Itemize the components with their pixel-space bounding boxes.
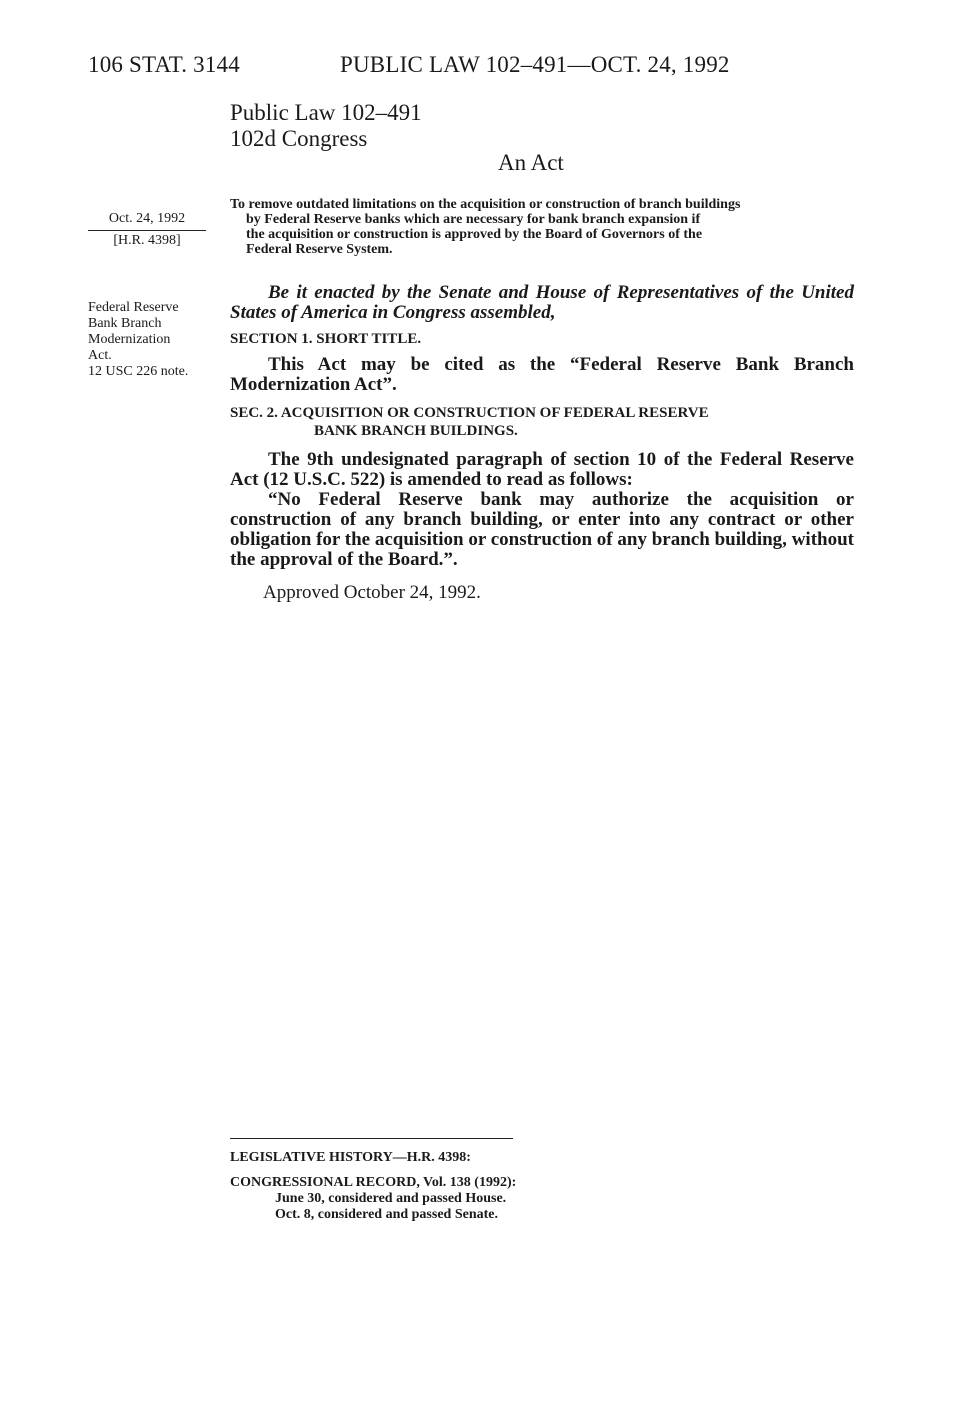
margin-bill-number: [H.R. 4398] [113,233,181,248]
summary-line: To remove outdated limitations on the acquisition or construction of branch buildings [230,197,741,212]
section2-heading [230,404,854,440]
legislative-history-rule [230,1138,513,1139]
summary-line: Federal Reserve System. [246,242,393,257]
margin-short-title [88,300,213,380]
section2-body [230,450,854,570]
margin-short-title-line: Modernization [88,332,171,347]
approval-date: Approved October 24, 1992. [263,582,481,603]
section1-text: This Act may be cited as the “Federal Reserve Bank Branch Modernization Act”. [230,354,854,395]
section2-quote: “No Federal Reserve bank may authorize the acquisition or construction of any branch building, or enter into any contract or other obligation for the acquisition or construction of any branch building, without the approval of the Board.”. [230,489,854,570]
margin-short-title-line: Federal Reserve [88,300,179,315]
margin-divider [88,230,206,231]
act-label: An Act [498,150,564,175]
enacting-clause: Be it enacted by the Senate and House of Representatives of the United States of America in Congress assembled, [230,282,854,323]
margin-date-block [88,211,206,249]
margin-short-title-line: Bank Branch [88,316,162,331]
section2-heading-line: SEC. 2. ACQUISITION OR CONSTRUCTION OF FEDERAL RESERVE [230,405,709,421]
section1-heading: SECTION 1. SHORT TITLE. [230,331,422,347]
section2-intro: The 9th undesignated paragraph of section 10 of the Federal Reserve Act (12 U.S.C. 522) is amended to read as follows: [230,449,854,490]
section2-heading-line: BANK BRANCH BUILDINGS. [314,423,518,439]
history-item: Oct. 8, considered and passed Senate. [275,1207,498,1222]
congress-label: 102d Congress [230,126,368,151]
law-title-block [230,100,422,152]
margin-usc-note: 12 USC 226 note. [88,364,189,379]
summary-line: the acquisition or construction is approved by the Board of Governors of the [246,227,703,242]
margin-short-title-line: Act. [88,348,112,363]
law-title: Public Law 102–491 [230,100,422,125]
summary-line: by Federal Reserve banks which are necessary for bank branch expansion if [246,212,701,227]
margin-date: Oct. 24, 1992 [108,211,186,226]
act-summary [230,197,852,257]
legislative-history-heading: LEGISLATIVE HISTORY—H.R. 4398: [230,1150,471,1165]
history-item: June 30, considered and passed House. [275,1191,507,1206]
congressional-record: CONGRESSIONAL RECORD, Vol. 138 (1992): [230,1175,517,1190]
running-head-stat: 106 STAT. 3144 [88,52,240,77]
running-head-title: PUBLIC LAW 102–491—OCT. 24, 1992 [340,52,730,77]
